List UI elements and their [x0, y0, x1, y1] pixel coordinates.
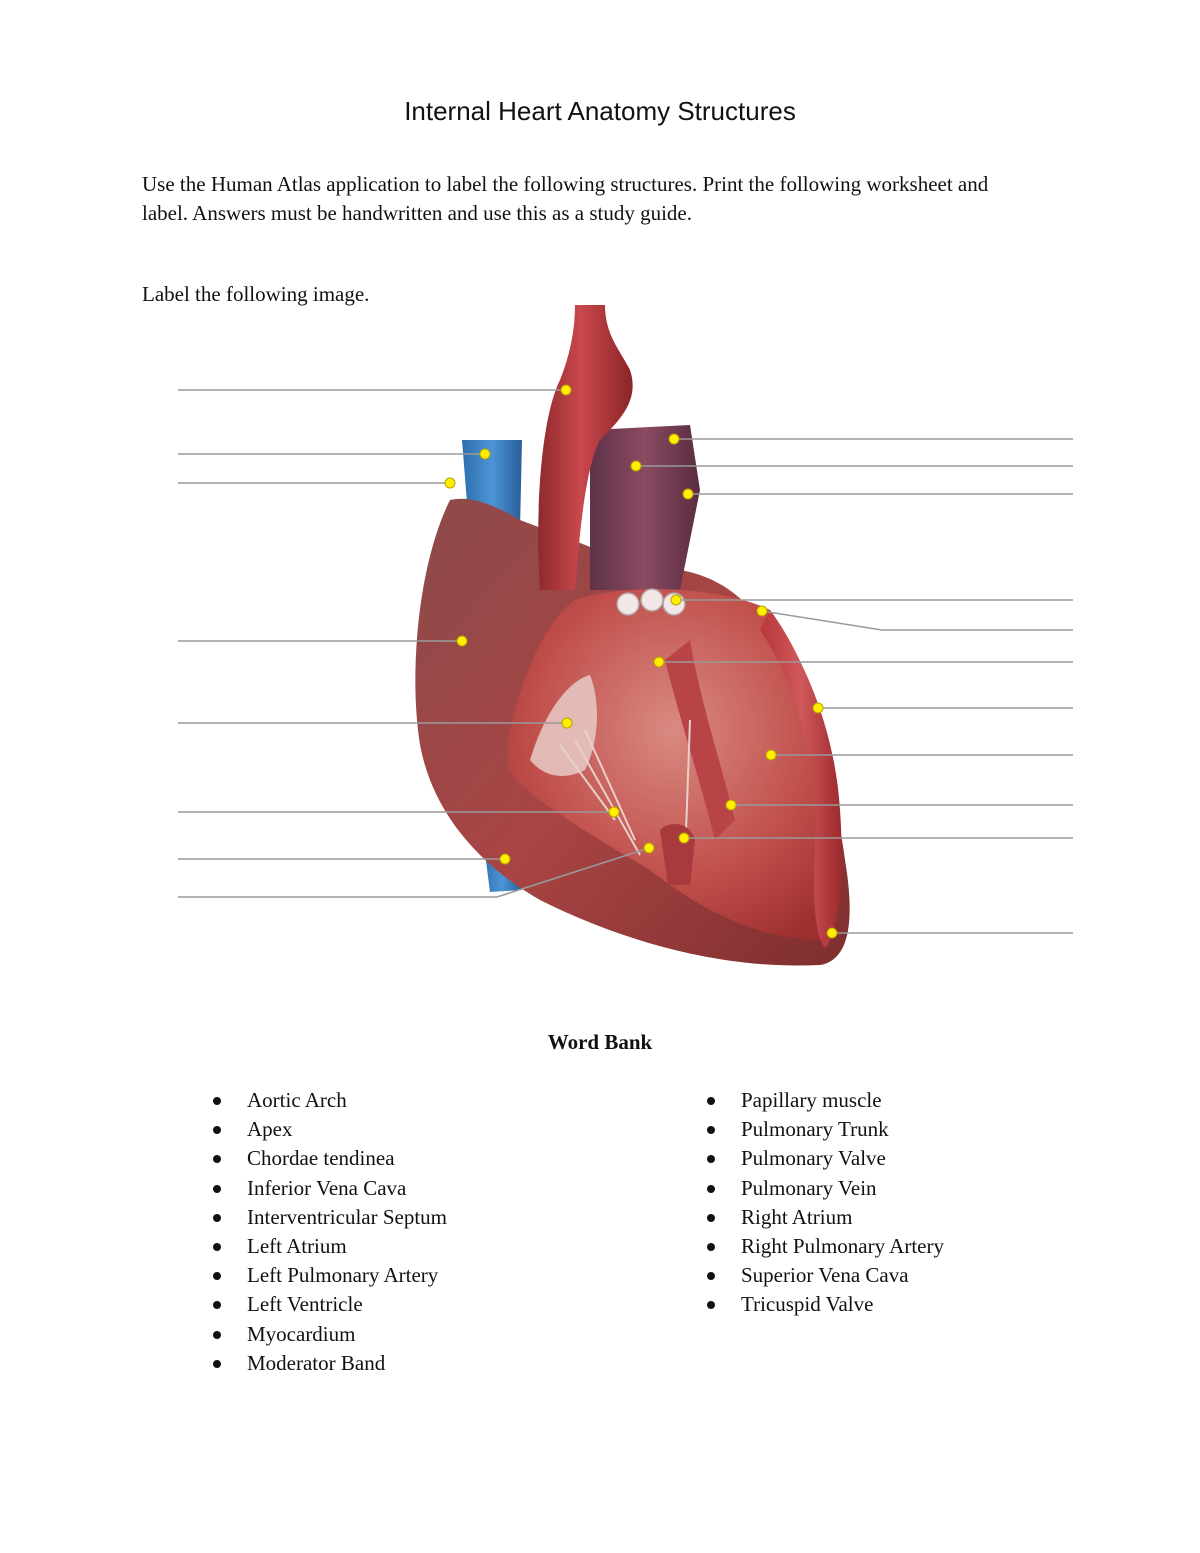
marker-dot — [671, 595, 681, 605]
word-bank-item: Papillary muscle — [704, 1086, 944, 1115]
marker-dot — [480, 449, 490, 459]
pulmonary-trunk-shape — [590, 425, 700, 590]
word-bank-item: Apex — [210, 1115, 447, 1144]
marker-dot — [631, 461, 641, 471]
page-title: Internal Heart Anatomy Structures — [404, 96, 796, 126]
word-bank-right-list — [704, 1086, 944, 1320]
word-bank-item: Left Atrium — [210, 1232, 447, 1261]
word-bank-item: Tricuspid Valve — [704, 1290, 944, 1319]
marker-dot — [726, 800, 736, 810]
word-bank-item: Superior Vena Cava — [704, 1261, 944, 1290]
marker-dot — [654, 657, 664, 667]
marker-dot — [766, 750, 776, 760]
word-bank-left-list — [210, 1086, 447, 1378]
word-bank-item: Left Ventricle — [210, 1290, 447, 1319]
label-prompt: Label the following image. — [142, 282, 370, 306]
word-bank-item: Left Pulmonary Artery — [210, 1261, 447, 1290]
word-bank-item: Inferior Vena Cava — [210, 1174, 447, 1203]
marker-dot — [827, 928, 837, 938]
marker-dot — [609, 807, 619, 817]
marker-dot — [813, 703, 823, 713]
word-bank-item: Moderator Band — [210, 1349, 447, 1378]
word-bank-title: Word Bank — [547, 1030, 653, 1054]
marker-dot — [445, 478, 455, 488]
marker-dot — [679, 833, 689, 843]
word-bank-item: Interventricular Septum — [210, 1203, 447, 1232]
word-bank-item: Aortic Arch — [210, 1086, 447, 1115]
word-bank-item: Pulmonary Trunk — [704, 1115, 944, 1144]
marker-dot — [683, 489, 693, 499]
word-bank-item: Right Pulmonary Artery — [704, 1232, 944, 1261]
word-bank-item: Chordae tendinea — [210, 1144, 447, 1173]
instructions-text: Use the Human Atlas application to label the following structures. Print the following worksheet and label. Answers must be handwritten and use this as a study guide. — [142, 172, 989, 225]
marker-dot — [644, 843, 654, 853]
word-bank-item: Right Atrium — [704, 1203, 944, 1232]
word-bank-item: Pulmonary Vein — [704, 1174, 944, 1203]
marker-dot — [457, 636, 467, 646]
marker-dot — [562, 718, 572, 728]
marker-dot — [500, 854, 510, 864]
marker-dot — [561, 385, 571, 395]
word-bank-item: Pulmonary Valve — [704, 1144, 944, 1173]
heart-diagram — [0, 300, 1200, 1000]
marker-dot — [669, 434, 679, 444]
word-bank-item: Myocardium — [210, 1320, 447, 1349]
marker-dot — [757, 606, 767, 616]
